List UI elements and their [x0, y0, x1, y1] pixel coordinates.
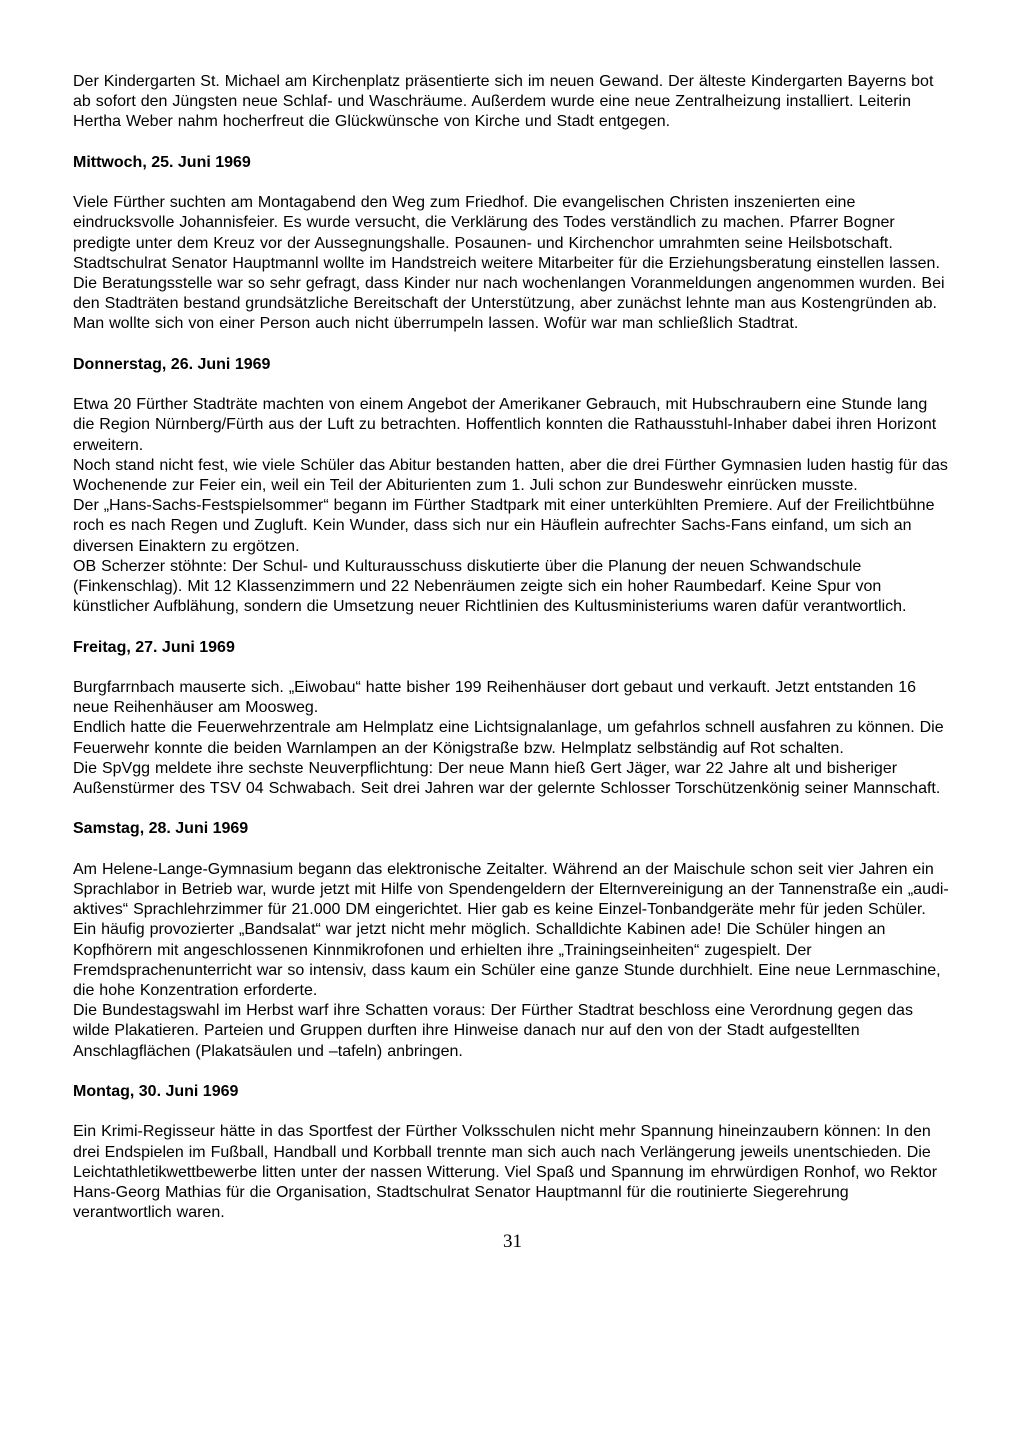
paragraph: Die SpVgg meldete ihre sechste Neuverpflichtung: Der neue Mann hieß Gert Jäger, war 22 Jahre alt und bisheriger Außenstürmer des TSV 04 Schwabach. Seit drei Jahren war der gelernte Schlosser Torschützenkönig seiner Mannschaft. [73, 759, 941, 798]
paragraph: Die Bundestagswahl im Herbst warf ihre Schatten voraus: Der Fürther Stadtrat beschloss eine Verordnung gegen das wilde Plakatieren. Parteien und Gruppen durften ihre Hinweise danach nur auf den von der Stadt aufgestellten Anschlagflächen (Plakatsäulen und –tafeln) anbringen. [73, 1002, 913, 1060]
section-heading: Samstag, 28. Juni 1969 [73, 820, 249, 838]
paragraph: Etwa 20 Fürther Stadträte machten von einem Angebot der Amerikaner Gebrauch, mit Hubschraubern eine Stunde lang die Region Nürnberg/Fürth aus der Luft zu betrachten. Hoffentlich konnten die Rathausstuhl-Inhaber dabei ihren Horizont erweitern. [73, 396, 937, 454]
document-body [73, 72, 952, 1223]
paragraph: Viele Fürther suchten am Montagabend den Weg zum Friedhof. Die evangelischen Christen inszenierten eine eindrucksvolle Johannisfeier. Es wurde versucht, die Verklärung des Todes verständlich zu machen. Pfarrer Bogner predigte unter dem Kreuz vor der Aussegnungshalle. Posaunen- und Kirchenchor umrahmten seine Heilsbotschaft. [73, 194, 895, 252]
paragraph: Der Kindergarten St. Michael am Kirchenplatz präsentierte sich im neuen Gewand. Der älteste Kindergarten Bayerns bot ab sofort den Jüngsten neue Schlaf- und Waschräume. Außerdem wurde eine neue Zentralheizung installiert. Leiterin Hertha Weber nahm hocherfreut die Glückwünsche von Kirche und Stadt entgegen. [73, 73, 934, 131]
paragraph: Burgfarrnbach mauserte sich. „Eiwobau“ hatte bisher 199 Reihenhäuser dort gebaut und verkauft. Jetzt entstanden 16 neue Reihenhäuser am Moosweg. [73, 679, 917, 717]
section-heading: Mittwoch, 25. Juni 1969 [73, 153, 251, 171]
paragraph: Noch stand nicht fest, wie viele Schüler das Abitur bestanden hatten, aber die drei Fürther Gymnasien luden hastig für das Wochenende zur Feier ein, weil ein Teil der Abiturienten zum 1. Juli schon zur Bundeswehr einrücken musste. [73, 456, 948, 494]
paragraph: Der „Hans-Sachs-Festspielsommer“ begann im Fürther Stadtpark mit einer unterkühlten Premiere. Auf der Freilichtbühne roch es nach Regen und Zugluft. Kein Wunder, dass sich nur ein Häuflein aufrechter Sachs-Fans einfand, um sich an diversen Einaktern zu ergötzen. [73, 497, 935, 555]
section-heading: Donnerstag, 26. Juni 1969 [73, 355, 271, 373]
page-number: 31 [503, 1231, 522, 1253]
section-heading: Freitag, 27. Juni 1969 [73, 638, 235, 656]
section-mittwoch-25-juni-1969 [73, 153, 952, 335]
section-samstag-28-juni-1969 [73, 819, 952, 1061]
paragraph: Ein Krimi-Regisseur hätte in das Sportfest der Fürther Volksschulen nicht mehr Spannung hineinzaubern können: In den drei Endspielen im Fußball, Handball und Korbball trennte man sich auch nach Verlängerung jeweils unentschieden. Die Leichtathletikwettbewerbe litten unter der nassen Witterung. Viel Spaß und Spannung im ehrwürdigen Ronhof, wo Rektor Hans-Georg Mathias für die Organisation, Stadtschulrat Senator Hauptmannl für die routinierte Siegerehrung verantwortlich waren. [73, 1123, 938, 1222]
section-heading: Montag, 30. Juni 1969 [73, 1083, 239, 1101]
paragraph: Stadtschulrat Senator Hauptmannl wollte im Handstreich weitere Mitarbeiter für die Erziehungsberatung einstellen lassen. Die Beratungsstelle war so sehr gefragt, dass Kinder nur nach wochenlangen Voranmeldungen angenommen wurden. Bei den Stadträten bestand grundsätzliche Bereitschaft der Unterstützung, aber zunächst lehnte man aus Kostengründen ab. Man wollte sich von einer Person auch nicht überrumpeln lassen. Wofür war man schließlich Stadtrat. [73, 254, 945, 333]
page-footer [73, 1231, 952, 1253]
paragraph: Am Helene-Lange-Gymnasium begann das elektronische Zeitalter. Während an der Maischule schon seit vier Jahren ein Sprachlabor in Betrieb war, wurde jetzt mit Hilfe von Spendengeldern der Elternvereinigung an der Tannenstraße ein „audi-aktives“ Sprachlehrzimmer für 21.000 DM eingerichtet. Hier gab es keine Einzel-Tonbandgeräte mehr für jeden Schüler. Ein häufig provozierter „Bandsalat“ war jetzt nicht mehr möglich. Schalldichte Kabinen ade! Die Schüler hingen an Kopfhörern mit angeschlossenen Kinnmikrofonen und erhielten ihre „Trainingseinheiten“ zugespielt. Der Fremdsprachenunterricht war so intensiv, dass kaum ein Schüler eine ganze Stunde durchhielt. Eine neue Lernmaschine, die hohe Konzentration erforderte. [73, 860, 949, 1000]
section-montag-30-juni-1969 [73, 1082, 952, 1223]
paragraph: OB Scherzer stöhnte: Der Schul- und Kulturausschuss diskutierte über die Planung der neuen Schwandschule (Finkenschlag). Mit 12 Klassenzimmern und 22 Nebenräumen zeigte sich ein hoher Raumbedarf. Keine Spur von künstlicher Aufblähung, sondern die Umsetzung neuer Richtlinien des Kultusministeriums waren dafür verantwortlich. [73, 557, 907, 616]
paragraph: Endlich hatte die Feuerwehrzentrale am Helmplatz eine Lichtsignalanlage, um gefahrlos schnell ausfahren zu können. Die Feuerwehr konnte die beiden Warnlampen an der Königstraße bzw. Helmplatz selbständig auf Rot schalten. [73, 719, 944, 757]
section-donnerstag-26-juni-1969 [73, 355, 952, 618]
section-freitag-27-juni-1969 [73, 638, 952, 800]
